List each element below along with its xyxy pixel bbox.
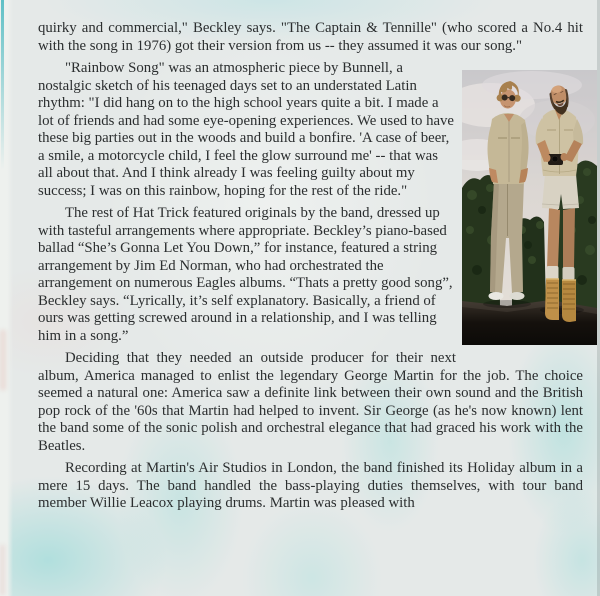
right-musician-legs — [547, 208, 560, 268]
paragraph-hat-trick: The rest of Hat Trick featured originals by the band, dressed up with tasteful arrangements where appropriate. Beckley’s piano-based ballad “She’s Gonna Let You Down,” for instance, featured a string arrangement by Jim Ed Norman, who had orchestrated the arrangement on numerous Eagles albums. “Thats a pretty good song”, Beckley says. “Lyrically, it’s self explanatory. Basically, a friend of ours was getting screwed around in a relationship, and I was telling him in a song.” — [38, 205, 453, 344]
photo-rock-ledge — [462, 300, 597, 345]
left-musician-shoes — [489, 292, 504, 300]
paragraph-quirky-and-commercial: quirky and commercial," Beckley says. "The Captain & Tennille" (who scored a No.4 hit with the song in 1976) got their version from us -- they assumed it was our song." — [38, 20, 583, 54]
band-photo — [462, 70, 597, 345]
band-photo-illustration — [462, 70, 597, 345]
paragraph-george-martin: Deciding that they needed an outside producer for their next album, America managed to enlist the legendary George Martin for the job. The choice seemed a natural one: America saw a definite link between their own sound and the British pop rock of the '60s that Martin had helped to invent. Sir George (as he's now known) lent the band some of the sonic polish and orchestral elegance that had graced his work with the Beatles. — [38, 350, 583, 454]
paragraph-holiday-recording: Recording at Martin's Air Studios in London, the band finished its Holiday album in a mere 15 days. The band handled the bass-playing duties themselves, with tour band member Willie Leacox playing drums. Martin was pleased with — [38, 460, 583, 511]
scan-left-edge-pink-smudge — [0, 330, 6, 390]
right-musician-socks — [547, 266, 559, 280]
paragraph-rainbow-song-text: "Rainbow Song" was an atmospheric piece by Bunnell, a nostalgic sketch of his teenaged days set to an understated Latin rhythm: "I did hang on to the high school years quite a bit. I made a lot of friends and had some eye-opening experiences. We used to have these big parties out in the woods and build a bonfire. 'A case of beer, a smile, a motorcycle child, I feel the glow surround me' -- that was all about that. And I think already I was feeling guilty about my success; I was on this rainbow, hoping for the rest of the ride." — [38, 60, 454, 199]
liner-notes-text-column — [38, 20, 583, 518]
paragraph-rainbow-song — [38, 60, 583, 200]
scan-left-edge-teal-line — [1, 0, 4, 170]
scan-left-edge-pink-smudge-lower — [0, 545, 5, 595]
right-musician-boots — [545, 279, 559, 320]
